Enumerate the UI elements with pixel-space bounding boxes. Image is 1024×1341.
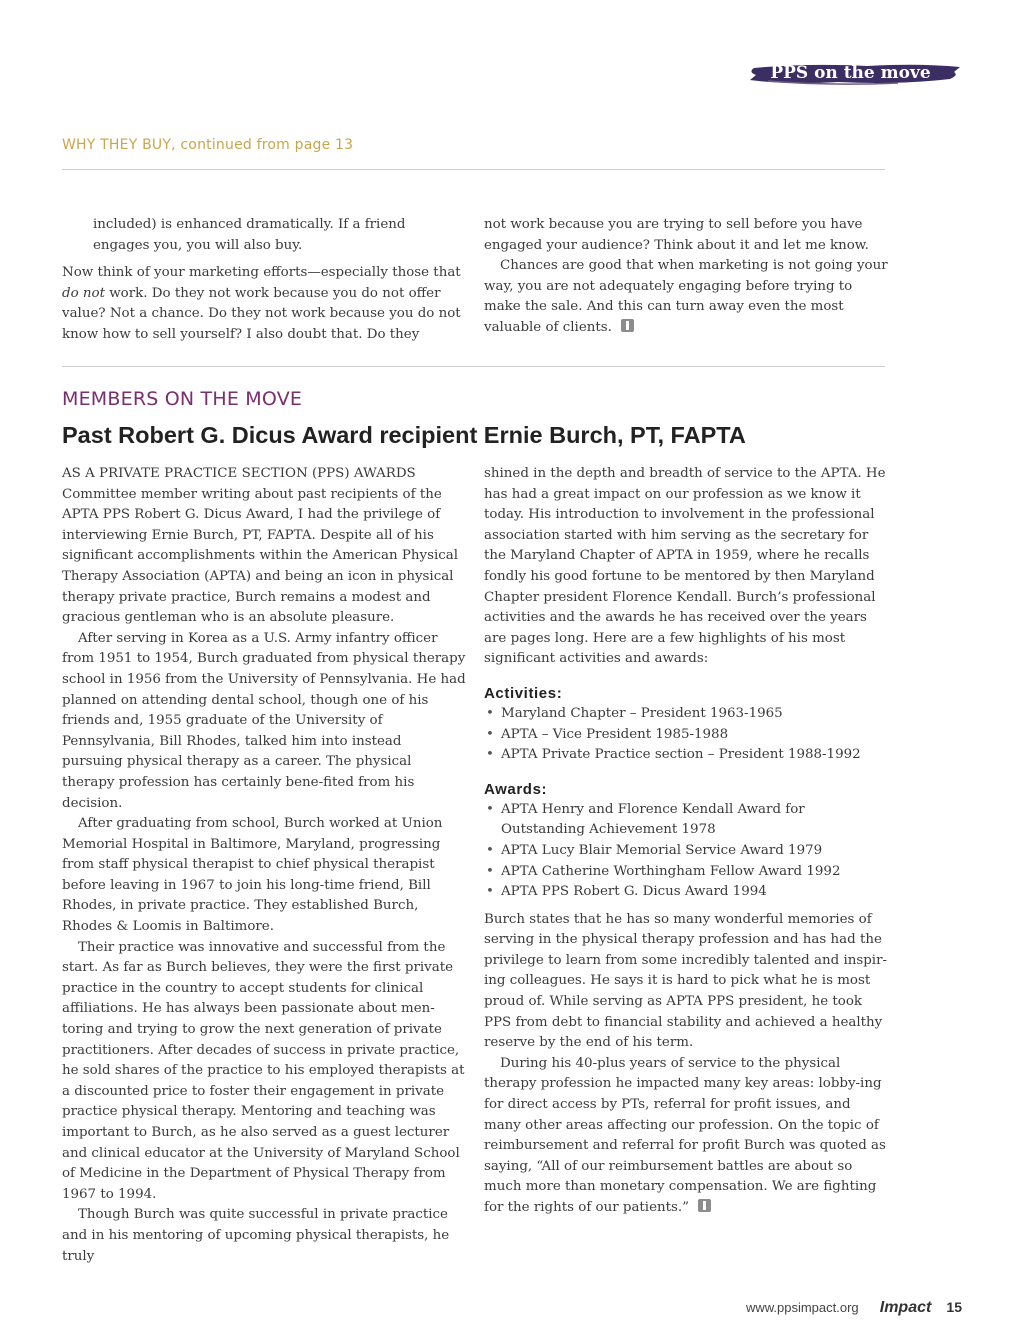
text-run: During his 40-plus years of service to the physical therapy profession he impacted many key areas: lobby-ing for direct access by PTs, referral for profit issues, and many other areas affecting our profession. On the topic of reimbursement and referral for profit Burch was quoted as saying, “All of our reimbursement battles are about so much more than monetary compensation. We are fighting for the rights of our patients.” (484, 1055, 886, 1215)
article-column-left (62, 464, 466, 1267)
magazine-logo: Impact (879, 1299, 932, 1316)
article-headline: Past Robert G. Dicus Award recipient Ernie Burch, PT, FAPTA (62, 422, 746, 448)
paragraph (484, 256, 888, 338)
paragraph (62, 263, 466, 345)
list-item: • APTA Private Practice section – President 1988-1992 (484, 745, 888, 766)
list-item: • APTA PPS Robert G. Dicus Award 1994 (484, 882, 888, 903)
list-item: • APTA Henry and Florence Kendall Award for Outstanding Achievement 1978 (484, 800, 888, 841)
paragraph: After serving in Korea as a U.S. Army infantry officer from 1951 to 1954, Burch graduated from physical therapy school in 1956 from the University of Pennsylvania. He had planned on attending dental school, though one of his friends and, 1955 graduate of the University of Pennsylvania, Bill Rhodes, talked him into instead pursuing physical therapy as a career. The physical therapy profession has certainly bene-fited from his decision. (62, 630, 466, 811)
text-run: Now think of your marketing efforts—especially those that (62, 265, 461, 281)
activities-list (484, 704, 888, 766)
continued-column-right (484, 215, 888, 339)
list-item: • APTA Lucy Blair Memorial Service Award 1979 (484, 841, 888, 862)
section-tag-label: PPS on the move (770, 63, 931, 83)
text-run: Chances are good that when marketing is not going your way, you are not adequately engaging before trying to make the sale. And this can turn away even the most valuable of clients. (484, 258, 888, 335)
page-number: 15 (946, 1299, 962, 1315)
paragraph: not work because you are trying to sell before you have engaged your audience? Think about it and let me know. (484, 217, 869, 253)
article-end-icon (698, 1199, 711, 1212)
paragraph: Though Burch was quite successful in private practice and in his mentoring of upcoming physical therapists, he truly (62, 1207, 450, 1264)
members-kicker: MEMBERS ON THE MOVE (62, 388, 303, 410)
paragraph: Burch states that he has so many wonderful memories of serving in the physical therapy profession and has had the privilege to learn from some incredibly talented and inspir-ing colleagues. He says it is hard to pick what he is most proud of. While serving as APTA PPS president, he took PPS from debt to financial stability and achieved a healthy reserve by the end of his term. (484, 911, 888, 1051)
article-column-right (484, 464, 888, 1219)
list-item: • APTA – Vice President 1985-1988 (484, 725, 888, 746)
paragraph: shined in the depth and breadth of service to the APTA. He has had a great impact on our profession as we know it today. His introduction to involvement in the professional association started with him serving as the secretary for the Maryland Chapter of APTA in 1959, where he recalls fondly his good fortune to be mentored by then Maryland Chapter president Florence Kendall. Burch’s professional activities and the awards he has received over the years are pages long. Here are a few highlights of his most significant activities and awards: (484, 466, 886, 667)
footer-url-link[interactable]: www.ppsimpact.org (745, 1300, 859, 1315)
continued-column-left (62, 215, 466, 346)
list-item: • APTA Catherine Worthingham Fellow Award 1992 (484, 862, 888, 883)
paragraph: Their practice was innovative and successful from the start. As far as Burch believes, they were the first private practice in the country to accept students for clinical affiliations. He has always been passionate about men-toring and trying to grow the next generation of private practitioners. After decades of success in private practice, he sold shares of the practice to his employed therapists at a discounted price to foster their engagement in private practice physical therapy. Mentoring and teaching was important to Burch, as he also served as a guest lecturer and clinical educator at the University of Maryland School of Medicine in the Department of Physical Therapy from 1967 to 1994. (62, 939, 465, 1202)
awards-heading: Awards: (484, 780, 548, 798)
activities-heading: Activities: (484, 684, 563, 702)
article-end-icon (621, 319, 634, 332)
emphasis-text: do not (62, 285, 105, 301)
divider-top (62, 169, 885, 170)
continued-kicker: WHY THEY BUY, continued from page 13 (62, 137, 354, 153)
page-footer (746, 1297, 962, 1317)
list-item: • Maryland Chapter – President 1963-1965 (484, 704, 888, 725)
paragraph: included) is enhanced dramatically. If a friend engages you, you will also buy. (93, 217, 406, 253)
awards-list (484, 800, 888, 903)
text-run: work. Do they not work because you do not offer value? Not a chance. Do they not work because you do not know how to sell yourself? I also doubt that. Do they (62, 285, 461, 342)
paragraph: AS A PRIVATE PRACTICE SECTION (PPS) AWARDS Committee member writing about past recipients of the APTA PPS Robert G. Dicus Award, I had the privilege of interviewing Ernie Burch, PT, FAPTA. Despite all of his significant accomplishments within the American Physical Therapy Association (APTA) and being an icon in physical therapy private practice, Burch remains a modest and gracious gentleman who is an absolute pleasure. (62, 466, 458, 626)
paragraph (484, 1054, 888, 1219)
paragraph: After graduating from school, Burch worked at Union Memorial Hospital in Baltimore, Maryland, progressing from staff physical therapist to chief physical therapist before leaving in 1967 to join his long-time friend, Bill Rhodes, in private practice. They established Burch, Rhodes & Loomis in Baltimore. (62, 816, 443, 935)
divider-middle (62, 366, 885, 367)
section-tag (748, 61, 960, 85)
